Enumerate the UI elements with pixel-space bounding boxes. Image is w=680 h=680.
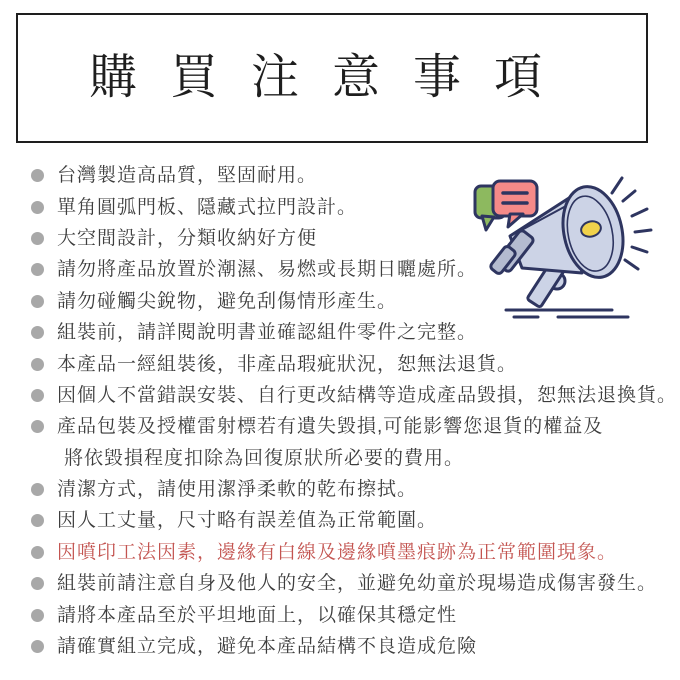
speech-bubbles-icon: [475, 181, 537, 230]
note-text: 組裝前請注意自身及他人的安全，並避免幼童於現場造成傷害發生。: [57, 573, 658, 595]
note-text: 產品包裝及授權雷射標若有遺失毀損,可能影響您退貨的權益及: [57, 416, 604, 438]
bullet-icon: [31, 420, 44, 433]
red-speech-bubble-icon: [493, 181, 537, 227]
bullet-icon: [31, 295, 44, 308]
bullet-icon: [31, 232, 44, 245]
bullet-icon: [31, 169, 44, 182]
bullet-icon: [31, 263, 44, 276]
note-text: 本產品一經組裝後，非產品瑕疵狀況，恕無法退貨。: [57, 353, 518, 375]
bullet-icon: [31, 640, 44, 653]
page-title: 購買注意事項: [88, 51, 575, 104]
note-text: 台灣製造高品質，堅固耐用。: [57, 165, 318, 187]
megaphone-illustration-svg: [465, 168, 675, 328]
list-item: [31, 474, 677, 505]
note-text: 因個人不當錯誤安裝、自行更改結構等造成產品毀損，恕無法退換貨。: [57, 384, 678, 406]
bullet-icon: [31, 609, 44, 622]
list-item: [31, 505, 677, 536]
list-item: [31, 380, 677, 411]
bullet-icon: [31, 389, 44, 402]
bullet-icon: [31, 483, 44, 496]
note-text: 請將本產品至於平坦地面上，以確保其穩定性: [57, 604, 458, 626]
note-text: 請確實組立完成，避免本產品結構不良造成危險: [57, 636, 478, 658]
note-text: 組裝前，請詳閱說明書並確認組件零件之完整。: [57, 322, 478, 344]
bullet-icon: [31, 546, 44, 559]
bullet-icon: [31, 201, 44, 214]
megaphone-mouthpiece-cap: [489, 245, 516, 275]
note-text: 因噴印工法因素，邊緣有白線及邊緣噴墨痕跡為正常範圍現象。: [57, 541, 618, 563]
list-item: [31, 599, 677, 630]
note-text: 清潔方式，請使用潔淨柔軟的乾布擦拭。: [57, 479, 418, 501]
list-item: [31, 631, 677, 662]
list-item: [31, 568, 677, 599]
megaphone-announcement-illustration: [465, 168, 675, 328]
ground-lines: [506, 310, 628, 317]
note-text: 大空間設計，分類收納好方便: [57, 227, 318, 249]
note-text: 請勿將產品放置於潮濕、易燃或長期日曬處所。: [57, 259, 478, 281]
bullet-icon: [31, 577, 44, 590]
note-continuation-text: 將依毀損程度扣除為回復原狀所必要的費用。: [64, 447, 465, 469]
bullet-icon: [31, 358, 44, 371]
list-item: [31, 411, 677, 474]
list-item: [31, 537, 677, 568]
note-text: 因人工丈量，尺寸略有誤差值為正常範圍。: [57, 510, 438, 532]
note-text: 請勿碰觸尖銳物，避免刮傷情形產生。: [57, 290, 398, 312]
bullet-icon: [31, 326, 44, 339]
bullet-icon: [31, 514, 44, 527]
note-text: 單角圓弧門板、隱藏式拉門設計。: [57, 196, 358, 218]
list-item: [31, 348, 677, 379]
title-box: [16, 13, 648, 143]
